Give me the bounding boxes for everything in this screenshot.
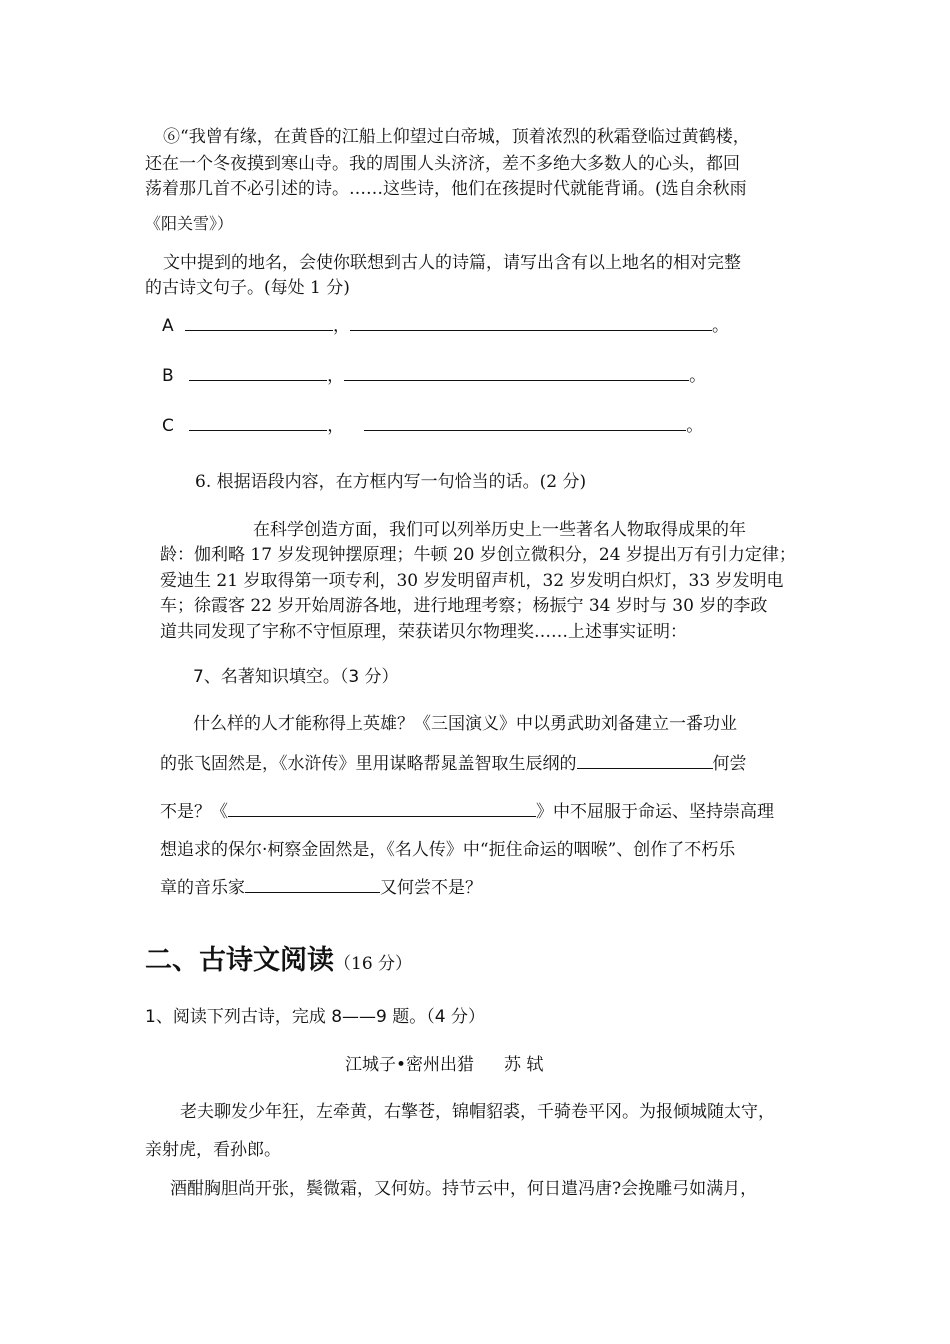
q7-blank-strategist[interactable]	[577, 751, 713, 769]
section-2-heading	[145, 943, 412, 982]
answer-row-b	[162, 363, 706, 388]
poem-line-3: 酒酣胸胆尚开张，鬓微霜，又何妨。持节云中，何日遣冯唐?会挽雕弓如满月，	[170, 1179, 758, 1199]
question-place-line-2: 的古诗文句子。(每处 1 分)	[145, 278, 350, 298]
answer-c-blank-1[interactable]	[189, 413, 327, 431]
answer-b-period: 。	[689, 366, 707, 386]
question-place-line-1: 文中提到的地名，会使你联想到古人的诗篇，请写出含有以上地名的相对完整	[163, 253, 741, 273]
q7-line-3-tail: 》中不屈服于命运、坚持崇高理	[536, 802, 774, 822]
q7-line-5	[160, 875, 482, 900]
answer-b-blank-2[interactable]	[344, 363, 689, 381]
poem-line-1: 老夫聊发少年狂，左牵黄，右擎苍，锦帽貂裘，千骑卷平冈。为报倾城随太守，	[180, 1102, 775, 1122]
question-7-title: 7、名著知识填空。（3 分）	[193, 667, 399, 687]
q7-line-3-text: 不是？《	[160, 802, 228, 822]
answer-c-period: 。	[686, 416, 704, 436]
q6-paragraph-line-3: 爱迪生 21 岁取得第一项专利，30 岁发明留声机，32 岁发明白炽灯，33 岁发明电	[160, 571, 784, 591]
answer-a-period: 。	[712, 316, 730, 336]
answer-row-c	[162, 413, 703, 438]
passage-line-3: 荡着那几首不必引述的诗。……这些诗，他们在孩提时代就能背诵。(选自余秋雨	[145, 179, 747, 199]
q6-paragraph-line-5: 道共同发现了宇称不守恒原理，荣获诺贝尔物理奖……上述事实证明：	[160, 622, 687, 642]
section-2-points: （16 分）	[334, 954, 413, 974]
q6-paragraph-line-4: 车；徐霞客 22 岁开始周游各地，进行地理考察；杨振宁 34 岁时与 30 岁的李政	[160, 596, 768, 616]
answer-row-a	[162, 313, 729, 338]
q7-blank-musician[interactable]	[245, 875, 380, 893]
q6-paragraph-line-1: 在科学创造方面，我们可以列举历史上一些著名人物取得成果的年	[253, 520, 746, 540]
q7-line-1: 什么样的人才能称得上英雄？《三国演义》中以勇武助刘备建立一番功业	[193, 714, 737, 734]
poem-author: 苏 轼	[504, 1055, 544, 1075]
poem-heading	[345, 1053, 543, 1077]
q7-line-2-text: 的张飞固然是，《水浒传》里用谋略帮晁盖智取生辰纲的	[160, 754, 577, 774]
q6-paragraph-line-2: 龄：伽利略 17 岁发现钟摆原理；牛顿 20 岁创立微积分，24 岁提出万有引力定律；	[160, 545, 796, 565]
question-8-9-intro: 1、阅读下列古诗，完成 8——9 题。（4 分）	[145, 1007, 485, 1027]
answer-b-blank-1[interactable]	[189, 363, 327, 381]
passage-line-1: ⑥“我曾有缘，在黄昏的江船上仰望过白帝城，顶着浓烈的秋霜登临过黄鹤楼，	[163, 127, 750, 147]
answer-a-blank-2[interactable]	[350, 313, 712, 331]
answer-c-blank-2[interactable]	[364, 413, 686, 431]
q7-blank-book[interactable]	[228, 799, 536, 817]
answer-b-comma: ，	[327, 366, 345, 386]
answer-label-a: A	[162, 316, 174, 336]
answer-a-comma: ，	[333, 316, 351, 336]
question-6-title: 6. 根据语段内容，在方框内写一句恰当的话。(2 分)	[195, 472, 587, 492]
q7-line-2-tail: 何尝	[712, 754, 747, 774]
section-2-title: 二、古诗文阅读	[145, 945, 334, 976]
q7-line-3	[160, 799, 774, 824]
q7-line-4: 想追求的保尔·柯察金固然是，《名人传》中“扼住命运的咽喉”、创作了不朽乐	[160, 840, 736, 860]
answer-a-blank-1[interactable]	[185, 313, 333, 331]
poem-line-2: 亲射虎，看孙郎。	[145, 1140, 281, 1160]
q7-line-2	[160, 751, 747, 776]
answer-c-comma: ，	[327, 416, 345, 436]
answer-label-c: C	[162, 416, 174, 436]
q7-line-5-tail: 又何尝不是？	[380, 878, 482, 898]
q7-line-5-text: 章的音乐家	[160, 878, 245, 898]
passage-source: 《阳关雪》）	[145, 214, 234, 233]
poem-title: 江城子•密州出猎	[345, 1055, 475, 1075]
answer-label-b: B	[162, 366, 174, 386]
passage-line-2: 还在一个冬夜摸到寒山寺。我的周围人头济济，差不多绝大多数人的心头，都回	[145, 154, 740, 174]
